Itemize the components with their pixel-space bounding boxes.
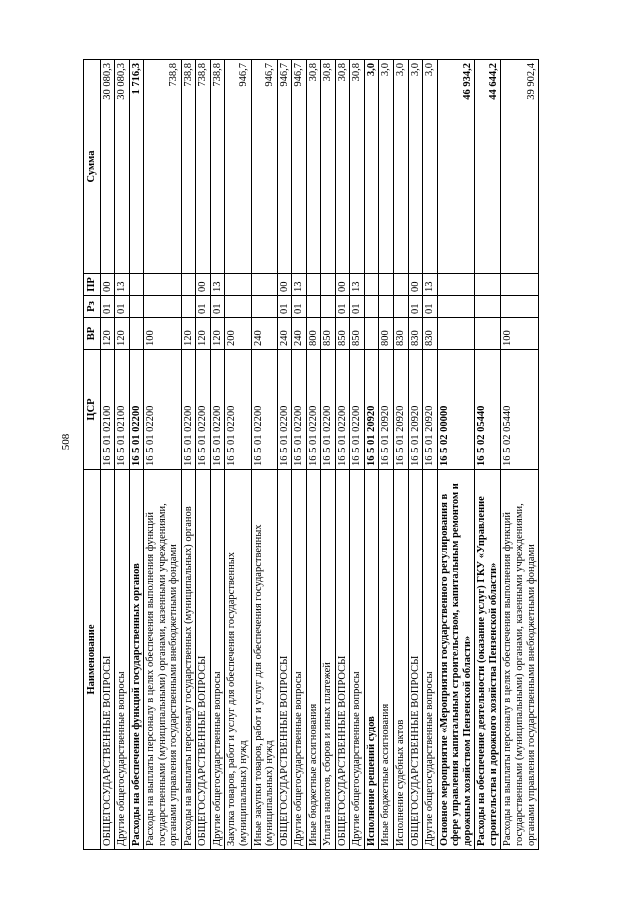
cell-pr bbox=[306, 274, 321, 296]
cell-csr: 16 5 01 02200 bbox=[251, 350, 277, 470]
cell-name: Закупка товаров, работ и услуг для обеспечения государственных (муниципальных) нужд bbox=[225, 470, 251, 850]
cell-pr: 13 bbox=[292, 274, 307, 296]
cell-csr: 16 5 01 02200 bbox=[196, 350, 211, 470]
budget-table bbox=[83, 59, 539, 850]
cell-name: Исполнение судебных актов bbox=[394, 470, 409, 850]
cell-vr bbox=[129, 318, 144, 350]
cell-pr bbox=[364, 274, 379, 296]
cell-name: Иные бюджетные ассигнования bbox=[306, 470, 321, 850]
cell-name: Основное мероприятие «Мероприятия государственного регулирования в сфере управления капитальным строительством, капитальным ремонтом и дорожным хозяйством Пензенской области» bbox=[437, 470, 475, 850]
cell-sum: 738,8 bbox=[181, 60, 196, 274]
cell-pr: 13 bbox=[423, 274, 438, 296]
header-sum: Сумма bbox=[84, 60, 101, 274]
cell-pr: 00 bbox=[408, 274, 423, 296]
cell-csr: 16 5 01 02200 bbox=[306, 350, 321, 470]
cell-pr bbox=[475, 274, 501, 296]
cell-rz: 01 bbox=[100, 296, 115, 318]
table-row bbox=[100, 60, 115, 850]
cell-rz: 01 bbox=[350, 296, 365, 318]
cell-sum: 44 644,2 bbox=[475, 60, 501, 274]
cell-vr: 120 bbox=[210, 318, 225, 350]
cell-name: ОБЩЕГОСУДАРСТВЕННЫЕ ВОПРОСЫ bbox=[196, 470, 211, 850]
cell-rz: 01 bbox=[277, 296, 292, 318]
cell-csr: 16 5 01 02200 bbox=[144, 350, 182, 470]
table-row bbox=[306, 60, 321, 850]
cell-name: Расходы на выплаты персоналу в целях обеспечения выполнения функций государственными (муниципальными) органами, казенными учреждениями, органами управления государственными внебюджетными фондами bbox=[501, 470, 539, 850]
cell-name: Другие общегосударственные вопросы bbox=[210, 470, 225, 850]
cell-sum: 30 080,3 bbox=[115, 60, 130, 274]
cell-sum: 738,8 bbox=[210, 60, 225, 274]
cell-rz bbox=[251, 296, 277, 318]
cell-pr: 13 bbox=[210, 274, 225, 296]
cell-pr: 00 bbox=[335, 274, 350, 296]
table-row bbox=[225, 60, 251, 850]
cell-csr: 16 5 01 02200 bbox=[350, 350, 365, 470]
cell-rz bbox=[394, 296, 409, 318]
cell-csr: 16 5 01 20920 bbox=[364, 350, 379, 470]
cell-name: Расходы на выплаты персоналу государственных (муниципальных) органов bbox=[181, 470, 196, 850]
cell-csr: 16 5 01 02200 bbox=[181, 350, 196, 470]
cell-pr bbox=[321, 274, 336, 296]
cell-pr: 00 bbox=[277, 274, 292, 296]
cell-csr: 16 5 01 02200 bbox=[277, 350, 292, 470]
cell-rz: 01 bbox=[335, 296, 350, 318]
cell-sum: 3,0 bbox=[379, 60, 394, 274]
cell-pr bbox=[251, 274, 277, 296]
cell-vr bbox=[437, 318, 475, 350]
cell-csr: 16 5 01 02100 bbox=[115, 350, 130, 470]
cell-sum: 1 716,3 bbox=[129, 60, 144, 274]
cell-sum: 946,7 bbox=[251, 60, 277, 274]
cell-rz bbox=[364, 296, 379, 318]
cell-pr bbox=[437, 274, 475, 296]
cell-csr: 16 5 01 02200 bbox=[292, 350, 307, 470]
cell-csr: 16 5 02 05440 bbox=[475, 350, 501, 470]
cell-sum: 39 902,4 bbox=[501, 60, 539, 274]
cell-vr bbox=[475, 318, 501, 350]
cell-sum: 30,8 bbox=[335, 60, 350, 274]
cell-csr: 16 5 01 20920 bbox=[394, 350, 409, 470]
cell-sum: 738,8 bbox=[144, 60, 182, 274]
table-row bbox=[335, 60, 350, 850]
cell-vr: 850 bbox=[321, 318, 336, 350]
table-row bbox=[292, 60, 307, 850]
cell-sum: 30 080,3 bbox=[100, 60, 115, 274]
cell-name: ОБЩЕГОСУДАРСТВЕННЫЕ ВОПРОСЫ bbox=[408, 470, 423, 850]
cell-vr: 120 bbox=[196, 318, 211, 350]
cell-vr: 830 bbox=[408, 318, 423, 350]
page-number: 508 bbox=[60, 433, 72, 451]
cell-vr: 120 bbox=[181, 318, 196, 350]
cell-vr: 120 bbox=[115, 318, 130, 350]
cell-vr: 240 bbox=[251, 318, 277, 350]
cell-vr: 100 bbox=[144, 318, 182, 350]
cell-name: Исполнение решений судов bbox=[364, 470, 379, 850]
cell-pr bbox=[181, 274, 196, 296]
cell-vr: 830 bbox=[423, 318, 438, 350]
cell-rz bbox=[379, 296, 394, 318]
cell-rz: 01 bbox=[423, 296, 438, 318]
cell-csr: 16 5 01 02200 bbox=[129, 350, 144, 470]
table-row bbox=[350, 60, 365, 850]
cell-csr: 16 5 01 02200 bbox=[321, 350, 336, 470]
table-row bbox=[181, 60, 196, 850]
cell-csr: 16 5 01 02200 bbox=[210, 350, 225, 470]
cell-sum: 738,8 bbox=[196, 60, 211, 274]
table-row bbox=[394, 60, 409, 850]
cell-rz bbox=[129, 296, 144, 318]
cell-name: ОБЩЕГОСУДАРСТВЕННЫЕ ВОПРОСЫ bbox=[100, 470, 115, 850]
cell-csr: 16 5 01 02200 bbox=[335, 350, 350, 470]
cell-rz bbox=[225, 296, 251, 318]
cell-pr bbox=[129, 274, 144, 296]
cell-vr: 200 bbox=[225, 318, 251, 350]
table-row bbox=[408, 60, 423, 850]
table-row bbox=[196, 60, 211, 850]
cell-rz bbox=[144, 296, 182, 318]
cell-csr: 16 5 01 20920 bbox=[379, 350, 394, 470]
cell-name: Иные закупки товаров, работ и услуг для обеспечения государственных (муниципальных) нужд bbox=[251, 470, 277, 850]
table-row bbox=[437, 60, 475, 850]
cell-name: Расходы на обеспечение деятельности (оказание услуг) ГКУ «Управление строительства и дорожного хозяйства Пензенской области» bbox=[475, 470, 501, 850]
table-row bbox=[364, 60, 379, 850]
cell-name: Иные бюджетные ассигнования bbox=[379, 470, 394, 850]
table-row bbox=[144, 60, 182, 850]
cell-pr bbox=[144, 274, 182, 296]
cell-name: ОБЩЕГОСУДАРСТВЕННЫЕ ВОПРОСЫ bbox=[277, 470, 292, 850]
cell-name: Другие общегосударственные вопросы bbox=[292, 470, 307, 850]
cell-rz bbox=[437, 296, 475, 318]
cell-vr: 240 bbox=[277, 318, 292, 350]
cell-pr bbox=[501, 274, 539, 296]
cell-sum: 3,0 bbox=[364, 60, 379, 274]
header-vr: ВР bbox=[84, 318, 101, 350]
rotated-page-content bbox=[83, 60, 539, 850]
table-row bbox=[210, 60, 225, 850]
cell-rz: 01 bbox=[115, 296, 130, 318]
cell-name: Другие общегосударственные вопросы bbox=[350, 470, 365, 850]
cell-sum: 946,7 bbox=[292, 60, 307, 274]
cell-sum: 30,8 bbox=[306, 60, 321, 274]
table-row bbox=[379, 60, 394, 850]
table-row bbox=[475, 60, 501, 850]
cell-vr: 100 bbox=[501, 318, 539, 350]
cell-sum: 30,8 bbox=[350, 60, 365, 274]
cell-rz bbox=[475, 296, 501, 318]
table-header-row bbox=[84, 60, 101, 850]
cell-vr: 800 bbox=[306, 318, 321, 350]
cell-rz bbox=[306, 296, 321, 318]
cell-name: Другие общегосударственные вопросы bbox=[423, 470, 438, 850]
cell-vr: 830 bbox=[394, 318, 409, 350]
header-rz: Рз bbox=[84, 296, 101, 318]
cell-pr: 13 bbox=[115, 274, 130, 296]
cell-name: Расходы на выплаты персоналу в целях обеспечения выполнения функций государственными (муниципальными) органами, казенными учреждениями, органами управления государственными внебюджетными фондами bbox=[144, 470, 182, 850]
cell-name: Расходы на обеспечение функций государственных органов bbox=[129, 470, 144, 850]
cell-rz: 01 bbox=[292, 296, 307, 318]
cell-vr: 850 bbox=[335, 318, 350, 350]
cell-sum: 946,7 bbox=[277, 60, 292, 274]
cell-vr: 800 bbox=[379, 318, 394, 350]
cell-name: ОБЩЕГОСУДАРСТВЕННЫЕ ВОПРОСЫ bbox=[335, 470, 350, 850]
cell-vr: 850 bbox=[350, 318, 365, 350]
cell-pr bbox=[379, 274, 394, 296]
cell-pr bbox=[225, 274, 251, 296]
cell-sum: 3,0 bbox=[423, 60, 438, 274]
cell-rz: 01 bbox=[196, 296, 211, 318]
cell-sum: 46 934,2 bbox=[437, 60, 475, 274]
cell-csr: 16 5 02 05440 bbox=[501, 350, 539, 470]
table-row bbox=[129, 60, 144, 850]
cell-vr bbox=[364, 318, 379, 350]
cell-csr: 16 5 01 02200 bbox=[225, 350, 251, 470]
cell-sum: 3,0 bbox=[408, 60, 423, 274]
cell-rz bbox=[321, 296, 336, 318]
cell-sum: 30,8 bbox=[321, 60, 336, 274]
cell-rz bbox=[501, 296, 539, 318]
table-row bbox=[423, 60, 438, 850]
cell-vr: 240 bbox=[292, 318, 307, 350]
cell-csr: 16 5 01 02100 bbox=[100, 350, 115, 470]
header-pr: ПР bbox=[84, 274, 101, 296]
table-row bbox=[251, 60, 277, 850]
cell-rz: 01 bbox=[408, 296, 423, 318]
cell-sum: 3,0 bbox=[394, 60, 409, 274]
cell-pr: 00 bbox=[100, 274, 115, 296]
table-row bbox=[277, 60, 292, 850]
table-row bbox=[115, 60, 130, 850]
header-csr: ЦСР bbox=[84, 350, 101, 470]
cell-csr: 16 5 01 20920 bbox=[408, 350, 423, 470]
cell-vr: 120 bbox=[100, 318, 115, 350]
cell-name: Другие общегосударственные вопросы bbox=[115, 470, 130, 850]
cell-pr: 00 bbox=[196, 274, 211, 296]
cell-name: Уплата налогов, сборов и иных платежей bbox=[321, 470, 336, 850]
table-row bbox=[501, 60, 539, 850]
cell-rz: 01 bbox=[210, 296, 225, 318]
cell-rz bbox=[181, 296, 196, 318]
table-row bbox=[321, 60, 336, 850]
cell-pr: 13 bbox=[350, 274, 365, 296]
cell-csr: 16 5 02 00000 bbox=[437, 350, 475, 470]
header-name: Наименование bbox=[84, 470, 101, 850]
cell-csr: 16 5 01 20920 bbox=[423, 350, 438, 470]
cell-pr bbox=[394, 274, 409, 296]
cell-sum: 946,7 bbox=[225, 60, 251, 274]
